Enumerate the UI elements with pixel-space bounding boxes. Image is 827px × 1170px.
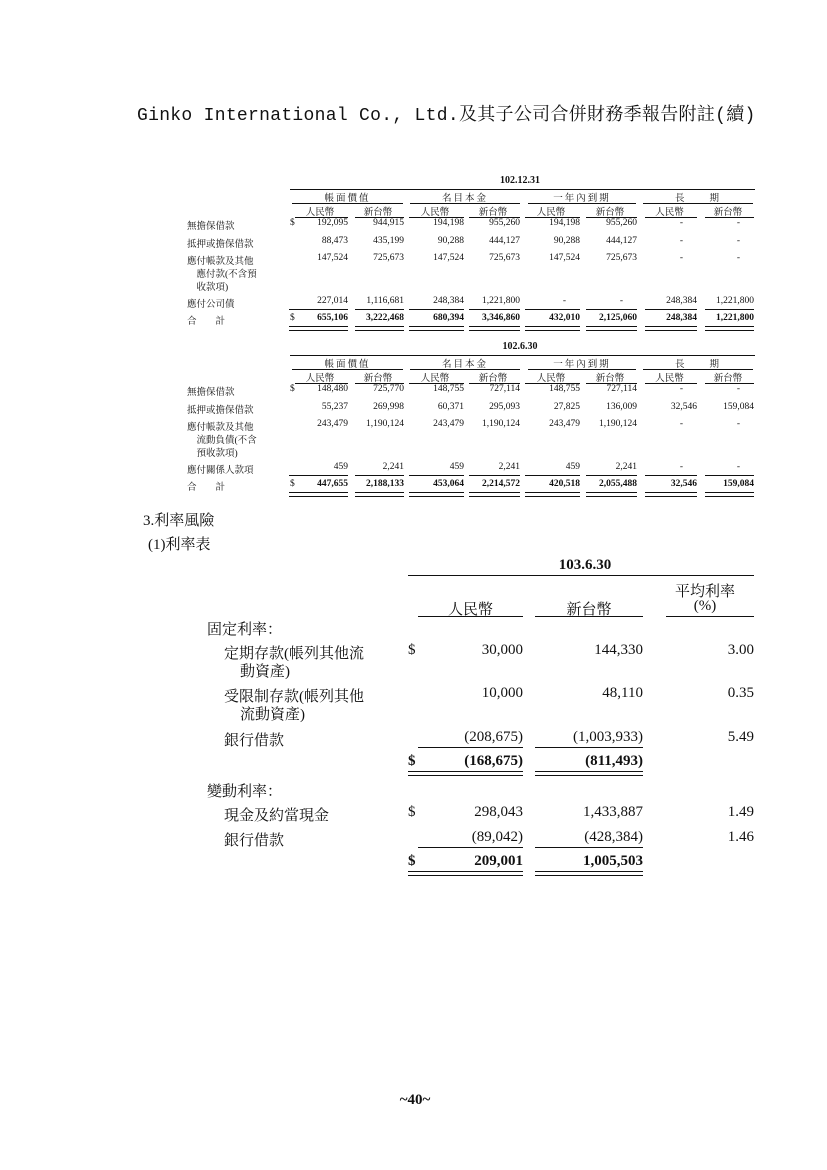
row-label: 流動負債(不含 bbox=[187, 436, 257, 446]
variable-rate-label: 變動利率： bbox=[207, 784, 283, 800]
double-rule bbox=[645, 326, 697, 331]
cell-value: 243,479 bbox=[433, 419, 464, 429]
rmb-value: (89,042) bbox=[471, 829, 523, 845]
rate-row-label: 現金及約當現金 bbox=[224, 808, 330, 824]
sub-header: 人民幣 bbox=[420, 208, 450, 218]
variable-total-rmb: 209,001 bbox=[474, 853, 523, 869]
cell-value: 90,288 bbox=[437, 236, 464, 246]
sub-header: 人民幣 bbox=[655, 208, 684, 218]
cell-value: - bbox=[562, 296, 566, 306]
sub-header: 新台幣 bbox=[713, 208, 743, 218]
sub-header: 人民幣 bbox=[305, 374, 335, 384]
row-label: 應付公司債 bbox=[187, 300, 235, 310]
rule-line bbox=[535, 847, 643, 848]
dollar-sign: $ bbox=[408, 753, 416, 769]
rule-line bbox=[535, 747, 643, 748]
sub-header: 新台幣 bbox=[363, 208, 393, 218]
rate-value: 3.00 bbox=[727, 642, 754, 658]
rule-line bbox=[586, 475, 637, 476]
sub-header: 新台幣 bbox=[595, 374, 625, 384]
sub-header: 新台幣 bbox=[595, 208, 625, 218]
table1-date: 102.12.31 bbox=[500, 175, 540, 186]
rule-line bbox=[645, 475, 697, 476]
cell-value: 2,125,060 bbox=[599, 313, 637, 323]
rule-line bbox=[418, 847, 523, 848]
rule-line bbox=[525, 309, 580, 310]
cell-value: 444,127 bbox=[489, 236, 520, 246]
cell-value: 148,480 bbox=[317, 384, 348, 394]
double-rule bbox=[409, 492, 464, 497]
cell-value: 248,384 bbox=[666, 313, 697, 323]
cell-value: - bbox=[736, 218, 740, 228]
cell-value: 227,014 bbox=[317, 296, 348, 306]
section-heading: 3.利率風險 bbox=[143, 513, 215, 529]
row-label: 應付帳款及其他 bbox=[187, 257, 254, 267]
cell-value: - bbox=[679, 253, 683, 263]
cell-value: 447,655 bbox=[317, 479, 348, 489]
group-header: 名目本金 bbox=[441, 360, 488, 370]
sub-header: 新台幣 bbox=[478, 208, 508, 218]
rate-row-label-cont: 動資產) bbox=[240, 664, 290, 680]
rule-line bbox=[469, 475, 520, 476]
double-rule bbox=[469, 326, 520, 331]
cell-value: 944,915 bbox=[373, 218, 404, 228]
cell-value: - bbox=[679, 236, 683, 246]
group-header: 一年內到期 bbox=[553, 194, 611, 204]
rmb-value: 10,000 bbox=[481, 685, 523, 701]
cell-value: 194,198 bbox=[549, 218, 580, 228]
cell-value: 459 bbox=[449, 462, 464, 472]
group-header: 帳面價值 bbox=[324, 194, 371, 204]
cell-value: 243,479 bbox=[549, 419, 580, 429]
cell-value: - bbox=[619, 296, 623, 306]
sub-header: 新台幣 bbox=[713, 374, 743, 384]
cell-value: 27,825 bbox=[553, 402, 580, 412]
cell-value: 88,473 bbox=[321, 236, 348, 246]
double-rule bbox=[355, 326, 404, 331]
rate-row-label: 受限制存款(帳列其他 bbox=[224, 689, 364, 705]
cell-value: 90,288 bbox=[553, 236, 580, 246]
cell-value: 136,009 bbox=[606, 402, 637, 412]
ntd-value: (1,003,933) bbox=[573, 729, 643, 745]
ntd-value: (428,384) bbox=[584, 829, 643, 845]
rmb-col-header: 人民幣 bbox=[447, 602, 493, 618]
cell-value: 459 bbox=[565, 462, 580, 472]
fixed-total-rmb: (168,675) bbox=[464, 753, 523, 769]
cell-value: 148,755 bbox=[433, 384, 464, 394]
ntd-value: 144,330 bbox=[594, 642, 643, 658]
rmb-value: 30,000 bbox=[481, 642, 523, 658]
dollar-sign: $ bbox=[408, 804, 416, 820]
rmb-value: 298,043 bbox=[474, 804, 523, 820]
cell-value: 1,221,800 bbox=[716, 313, 754, 323]
cell-value: 32,546 bbox=[670, 402, 697, 412]
sub-header: 人民幣 bbox=[420, 374, 450, 384]
cell-value: 725,673 bbox=[606, 253, 637, 263]
row-label: 合 計 bbox=[187, 317, 226, 327]
double-rule bbox=[295, 326, 348, 331]
cell-value: 444,127 bbox=[606, 236, 637, 246]
rate-table-date: 103.6.30 bbox=[558, 557, 612, 573]
cell-value: 1,190,124 bbox=[482, 419, 520, 429]
double-rule bbox=[705, 326, 754, 331]
dollar-sign: $ bbox=[290, 479, 295, 489]
cell-value: 148,755 bbox=[549, 384, 580, 394]
row-label: 應付關係人款項 bbox=[187, 466, 254, 476]
double-rule bbox=[408, 771, 523, 776]
dollar-sign: $ bbox=[290, 313, 295, 323]
cell-value: 2,188,133 bbox=[366, 479, 404, 489]
cell-value: 1,221,800 bbox=[482, 296, 520, 306]
cell-value: 55,237 bbox=[321, 402, 348, 412]
group-header: 長 期 bbox=[674, 360, 721, 370]
rate-row-label: 銀行借款 bbox=[224, 833, 285, 849]
group-header: 一年內到期 bbox=[553, 360, 611, 370]
cell-value: 955,260 bbox=[606, 218, 637, 228]
cell-value: 727,114 bbox=[606, 384, 637, 394]
row-label: 抵押或擔保借款 bbox=[187, 240, 254, 250]
cell-value: 2,214,572 bbox=[482, 479, 520, 489]
cell-value: 432,010 bbox=[549, 313, 580, 323]
rate-value: 1.49 bbox=[727, 804, 754, 820]
double-rule bbox=[535, 771, 643, 776]
cell-value: 248,384 bbox=[666, 296, 697, 306]
dollar-sign: $ bbox=[290, 384, 295, 394]
double-rule bbox=[469, 492, 520, 497]
cell-value: 727,114 bbox=[489, 384, 520, 394]
double-rule bbox=[645, 492, 697, 497]
rule-line bbox=[355, 309, 404, 310]
ntd-value: 1,433,887 bbox=[583, 804, 643, 820]
double-rule bbox=[295, 492, 348, 497]
row-label: 收款項) bbox=[187, 283, 229, 293]
double-rule bbox=[289, 326, 301, 331]
cell-value: 269,998 bbox=[373, 402, 404, 412]
rate-value: 1.46 bbox=[727, 829, 754, 845]
group-header: 長 期 bbox=[674, 194, 721, 204]
ntd-col-header: 新台幣 bbox=[566, 602, 612, 618]
rule-line bbox=[295, 309, 348, 310]
cell-value: 1,116,681 bbox=[366, 296, 404, 306]
cell-value: 1,190,124 bbox=[366, 419, 404, 429]
cell-value: 2,241 bbox=[498, 462, 520, 472]
cell-value: - bbox=[679, 218, 683, 228]
dollar-sign: $ bbox=[408, 853, 416, 869]
cell-value: 3,346,860 bbox=[482, 313, 520, 323]
rule-line bbox=[409, 309, 464, 310]
dollar-sign: $ bbox=[290, 218, 295, 228]
dollar-sign: $ bbox=[408, 642, 416, 658]
double-rule bbox=[409, 326, 464, 331]
cell-value: 2,241 bbox=[615, 462, 637, 472]
section-subheading: (1)利率表 bbox=[148, 537, 211, 553]
ntd-value: 48,110 bbox=[602, 685, 643, 701]
cell-value: 453,064 bbox=[433, 479, 464, 489]
rate-row-label: 定期存款(帳列其他流 bbox=[224, 646, 364, 662]
rule-line bbox=[409, 475, 464, 476]
cell-value: 725,770 bbox=[373, 384, 404, 394]
cell-value: - bbox=[679, 419, 683, 429]
row-label: 無擔保借款 bbox=[187, 222, 235, 232]
cell-value: 420,518 bbox=[549, 479, 580, 489]
row-label: 抵押或擔保借款 bbox=[187, 406, 254, 416]
cell-value: 680,394 bbox=[433, 313, 464, 323]
group-header: 帳面價值 bbox=[324, 360, 371, 370]
cell-value: - bbox=[736, 419, 740, 429]
sub-header: 新台幣 bbox=[363, 374, 393, 384]
cell-value: - bbox=[679, 384, 683, 394]
rmb-value: (208,675) bbox=[464, 729, 523, 745]
rule-line bbox=[295, 475, 348, 476]
cell-value: 295,093 bbox=[489, 402, 520, 412]
cell-value: 955,260 bbox=[489, 218, 520, 228]
rule-line bbox=[289, 475, 301, 476]
rule-line bbox=[705, 475, 754, 476]
rate-row-label-cont: 流動資產) bbox=[240, 707, 305, 723]
variable-total-ntd: 1,005,503 bbox=[583, 853, 643, 869]
cell-value: 1,190,124 bbox=[599, 419, 637, 429]
cell-value: - bbox=[736, 384, 740, 394]
cell-value: 2,241 bbox=[382, 462, 404, 472]
cell-value: 192,095 bbox=[317, 218, 348, 228]
cell-value: 147,524 bbox=[317, 253, 348, 263]
double-rule bbox=[355, 492, 404, 497]
double-rule bbox=[289, 492, 301, 497]
cell-value: 655,106 bbox=[317, 313, 348, 323]
double-rule bbox=[586, 326, 637, 331]
rule-line bbox=[525, 475, 580, 476]
cell-value: - bbox=[736, 462, 740, 472]
rate-col-header-line1: 平均利率 bbox=[674, 584, 735, 600]
fixed-total-ntd: (811,493) bbox=[585, 753, 643, 769]
cell-value: 159,084 bbox=[723, 402, 754, 412]
table2-date: 102.6.30 bbox=[502, 341, 538, 352]
rate-row-label: 銀行借款 bbox=[224, 733, 285, 749]
rate-value: 5.49 bbox=[727, 729, 754, 745]
row-label: 應付款(不含預 bbox=[187, 270, 257, 280]
cell-value: 459 bbox=[333, 462, 348, 472]
cell-value: 725,673 bbox=[373, 253, 404, 263]
cell-value: 2,055,488 bbox=[599, 479, 637, 489]
cell-value: - bbox=[736, 253, 740, 263]
rule-line bbox=[355, 475, 404, 476]
cell-value: 1,221,800 bbox=[716, 296, 754, 306]
cell-value: 725,673 bbox=[489, 253, 520, 263]
cell-value: 159,084 bbox=[723, 479, 754, 489]
cell-value: - bbox=[679, 462, 683, 472]
rate-col-header-line2: (%) bbox=[693, 598, 717, 614]
double-rule bbox=[586, 492, 637, 497]
cell-value: 147,524 bbox=[433, 253, 464, 263]
sub-header: 人民幣 bbox=[305, 208, 335, 218]
sub-header: 人民幣 bbox=[536, 374, 566, 384]
cell-value: - bbox=[736, 236, 740, 246]
row-label: 應付帳款及其他 bbox=[187, 423, 254, 433]
sub-header: 新台幣 bbox=[478, 374, 508, 384]
double-rule bbox=[525, 492, 580, 497]
rule-line bbox=[645, 309, 697, 310]
sub-header: 人民幣 bbox=[536, 208, 566, 218]
cell-value: 32,546 bbox=[670, 479, 697, 489]
rule-line bbox=[586, 309, 637, 310]
rate-value: 0.35 bbox=[727, 685, 754, 701]
cell-value: 194,198 bbox=[433, 218, 464, 228]
row-label: 合 計 bbox=[187, 483, 226, 493]
double-rule bbox=[525, 326, 580, 331]
rule-line bbox=[469, 309, 520, 310]
cell-value: 147,524 bbox=[549, 253, 580, 263]
cell-value: 60,371 bbox=[437, 402, 464, 412]
double-rule bbox=[705, 492, 754, 497]
double-rule bbox=[408, 871, 523, 876]
fixed-rate-label: 固定利率： bbox=[207, 622, 283, 638]
rule-line bbox=[289, 309, 301, 310]
double-rule bbox=[535, 871, 643, 876]
page-title: Ginko International Co., Ltd.及其子公司合併財務季報告附註(續) bbox=[137, 106, 756, 126]
sub-header: 人民幣 bbox=[655, 374, 684, 384]
row-label: 預收款項) bbox=[187, 449, 238, 459]
page-number: ~40~ bbox=[399, 1092, 431, 1108]
cell-value: 435,199 bbox=[373, 236, 404, 246]
cell-value: 248,384 bbox=[433, 296, 464, 306]
rule-line bbox=[705, 309, 754, 310]
cell-value: 3,222,468 bbox=[366, 313, 404, 323]
row-label: 無擔保借款 bbox=[187, 388, 235, 398]
cell-value: 243,479 bbox=[317, 419, 348, 429]
rule-line bbox=[418, 747, 523, 748]
group-header: 名目本金 bbox=[441, 194, 488, 204]
